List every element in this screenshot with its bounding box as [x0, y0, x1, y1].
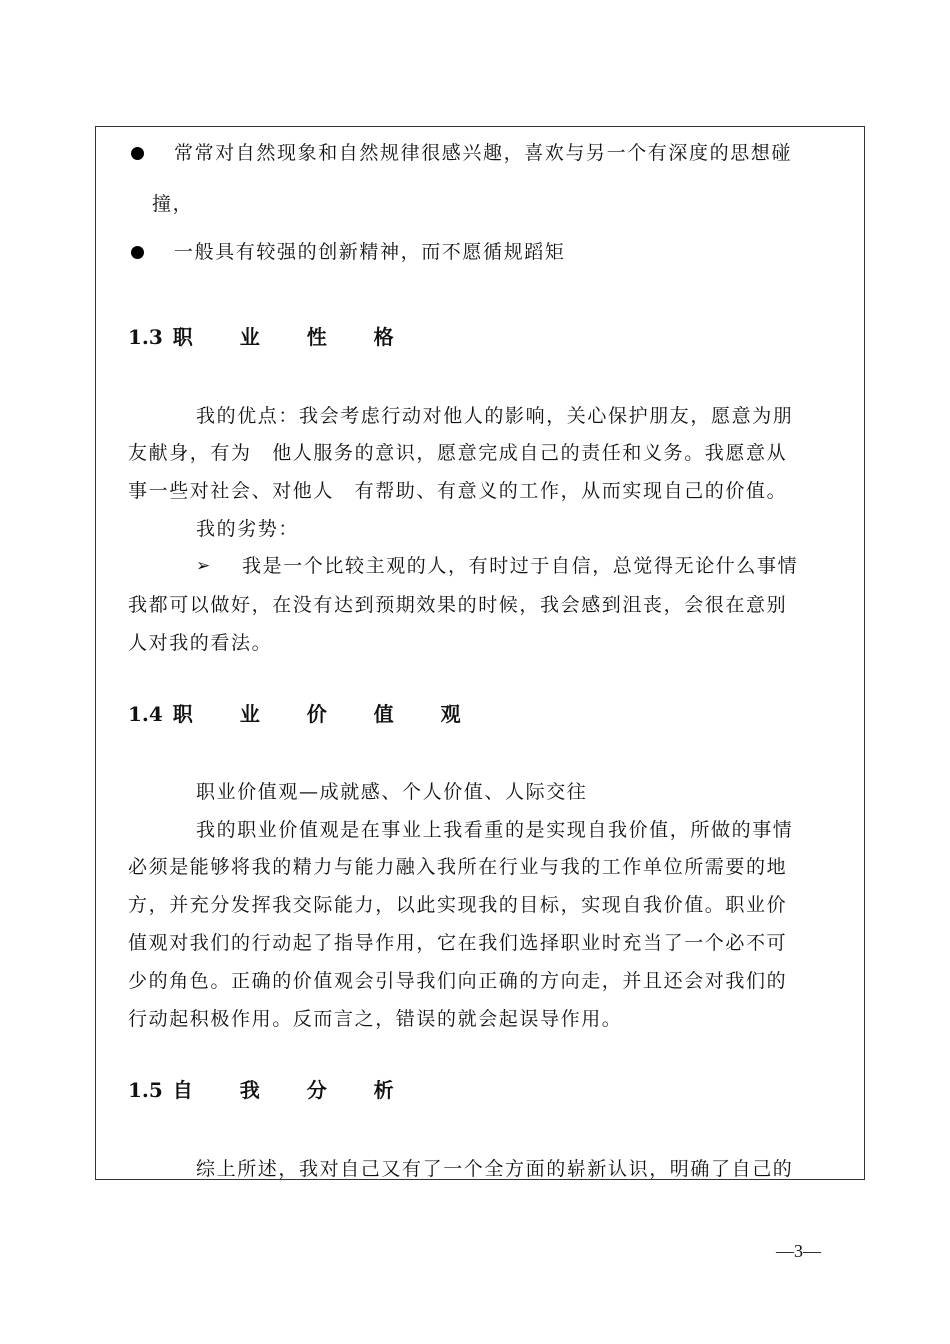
paragraph-line: 人对我的看法。 — [128, 632, 273, 654]
section-number: 1.5 — [128, 1078, 163, 1102]
paragraph-line: 必须是能够将我的精力与能力融入我所在行业与我的工作单位所需要的地 — [128, 856, 788, 878]
paragraph-line: 值观对我们的行动起了指导作用，它在我们选择职业时充当了一个必不可 — [128, 932, 788, 954]
section-title: 自 我 分 析 — [172, 1078, 414, 1102]
bullet-text: 一般具有较强的创新精神，而不愿循规蹈矩 — [174, 241, 566, 263]
paragraph-line: 我是一个比较主观的人，有时过于自信，总觉得无论什么事情 — [242, 555, 799, 577]
bullet-dot — [131, 147, 144, 160]
paragraph-line: 方，并充分发挥我交际能力，以此实现我的目标，实现自我价值。职业价 — [128, 894, 788, 916]
paragraph-line: 我的职业价值观是在事业上我看重的是实现自我价值，所做的事情 — [196, 819, 794, 841]
weakness-label: 我的劣势： — [196, 518, 300, 540]
section-title: 职 业 性 格 — [172, 325, 414, 349]
section-title: 职 业 价 值 观 — [172, 702, 481, 726]
bullet-text: 常常对自然现象和自然规律很感兴趣，喜欢与另一个有深度的思想碰 — [174, 142, 793, 164]
section-heading-1-5 — [128, 1076, 414, 1104]
paragraph-line: 综上所述，我对自己又有了一个全方面的崭新认识，明确了自己的 — [196, 1158, 794, 1180]
paragraph-line: 少的角色。正确的价值观会引导我们向正确的方向走，并且还会对我们的 — [128, 970, 788, 992]
arrow-bullet-icon: ➢ — [196, 556, 211, 576]
section-heading-1-4 — [128, 700, 481, 728]
paragraph-line: 友献身，有为 他人服务的意识，愿意完成自己的责任和义务。我愿意从 — [128, 442, 788, 464]
section-heading-1-3 — [128, 323, 414, 351]
page-number: —3— — [776, 1241, 821, 1261]
section-number: 1.4 — [128, 702, 163, 726]
paragraph-line: 我的优点：我会考虑行动对他人的影响，关心保护朋友，愿意为朋 — [196, 405, 794, 427]
section-number: 1.3 — [128, 325, 163, 349]
paragraph-line: 我都可以做好，在没有达到预期效果的时候，我会感到沮丧，会很在意别 — [128, 594, 788, 616]
bullet-dot — [131, 246, 144, 259]
paragraph-line: 事一些对社会、对他人 有帮助、有意义的工作，从而实现自己的价值。 — [128, 480, 788, 502]
paragraph-line: 职业价值观—成就感、个人价值、人际交往 — [196, 781, 588, 803]
paragraph-line: 行动起积极作用。反而言之，错误的就会起误导作用。 — [128, 1008, 623, 1030]
bullet-text-continued: 撞， — [152, 193, 194, 215]
